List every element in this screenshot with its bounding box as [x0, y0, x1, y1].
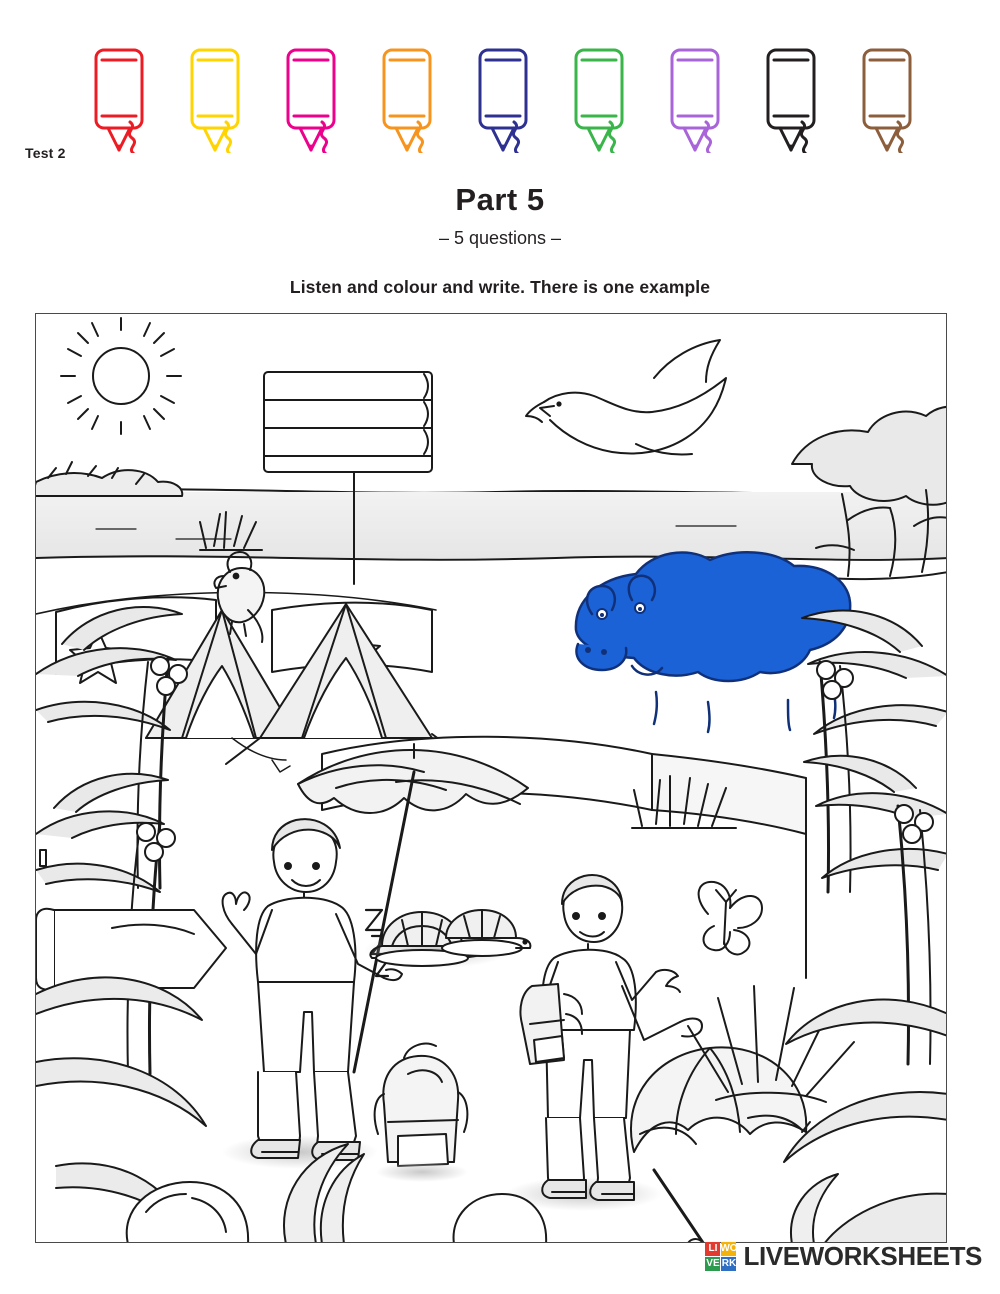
test-label: Test 2	[25, 145, 66, 161]
butterfly	[699, 882, 762, 955]
blue-pencil	[462, 38, 544, 153]
logo-tile-1: LI	[705, 1242, 720, 1256]
orange-pencil	[366, 38, 448, 153]
boy-pointing	[520, 875, 702, 1200]
backpack-on-ground	[375, 1044, 468, 1182]
instruction-text: Listen and colour and write. There is one example	[289, 277, 711, 297]
liveworksheets-logo	[705, 1241, 982, 1272]
purple-pencil	[654, 38, 736, 153]
picture-frame	[35, 313, 947, 1243]
yellow-pencil	[174, 38, 256, 153]
jungle-camp-scene	[36, 314, 947, 1243]
logo-tile-4: RK	[721, 1258, 737, 1269]
logo-tile-3: WO	[720, 1243, 738, 1254]
sun-icon	[61, 318, 181, 434]
logo-tile-2: VE	[706, 1258, 720, 1269]
pink-pencil	[270, 38, 352, 153]
bottom-foliage-right	[784, 1000, 947, 1243]
logo-tiles	[705, 1242, 736, 1271]
logo-text: LIVEWORKSHEETS	[743, 1241, 982, 1271]
green-pencil	[558, 38, 640, 153]
question-count-subtitle: – 5 questions –	[438, 228, 562, 248]
brown-pencil	[846, 38, 928, 153]
tortoises	[370, 910, 530, 966]
black-pencil	[750, 38, 832, 153]
red-pencil	[78, 38, 160, 153]
hippopotamus	[576, 552, 850, 732]
pencil-row	[78, 38, 938, 153]
page-title: Part 5	[455, 182, 545, 217]
open-umbrella	[631, 1047, 810, 1243]
flying-swan	[526, 340, 726, 455]
left-bank-shrubs	[36, 462, 182, 496]
